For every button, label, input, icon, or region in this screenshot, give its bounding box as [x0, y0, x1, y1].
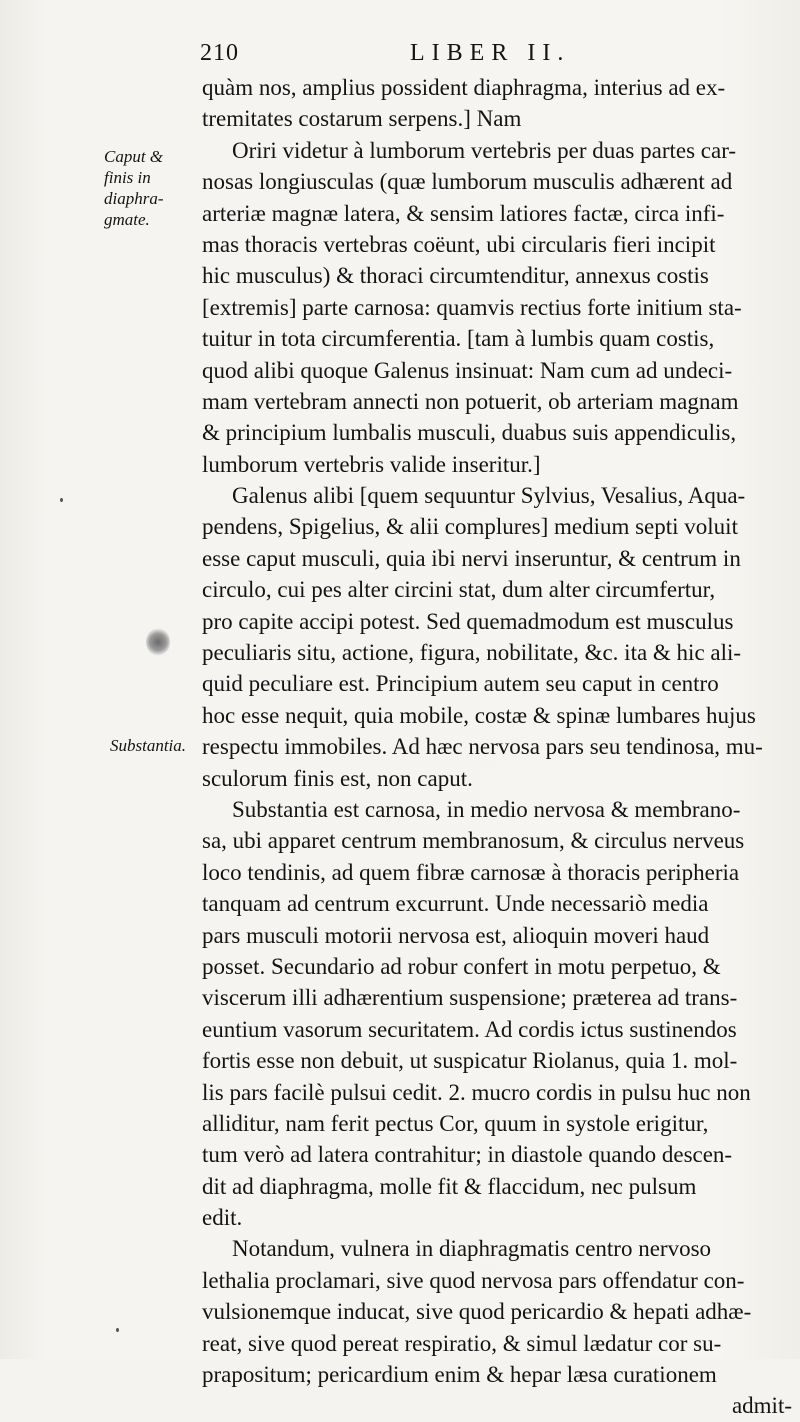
text-line: mam vertebram annecti non potuerit, ob arteriam magnam — [202, 388, 739, 414]
catchword: admit- — [731, 1393, 792, 1419]
text-line: tum verò ad latera contrahitur; in diastole quando descen- — [202, 1142, 733, 1168]
margin-note-line: gmate. — [104, 210, 150, 229]
text-line: tanquam ad centrum excurrunt. Unde necessariò media — [202, 891, 709, 917]
text-line: arteriæ magnæ latera, & sensim latiores factæ, circa infi- — [202, 200, 725, 226]
text-line: viscerum illi adhærentium suspensione; præterea ad trans- — [202, 985, 738, 1011]
page-number: 210 — [200, 40, 239, 66]
text-line: pars musculi motorii nervosa est, alioquin moveri haud — [202, 922, 710, 948]
text-line: quid peculiare est. Principium autem seu caput in centro — [202, 671, 719, 697]
text-line: peculiaris situ, actione, figura, nobilitate, &c. ita & hic ali- — [202, 640, 742, 666]
text-line: hoc esse nequit, quia mobile, costæ & spinæ lumbares hujus — [202, 702, 756, 728]
margin-note-line: diaphra- — [104, 189, 164, 208]
body-text — [202, 72, 792, 1422]
text-line: mas thoracis vertebras coëunt, ubi circularis fieri incipit — [202, 231, 716, 257]
margin-note-line: finis in — [104, 168, 151, 187]
text-line: Galenus alibi [quem sequuntur Sylvius, Vesalius, Aqua- — [232, 483, 746, 509]
running-title: LIBER II. — [410, 40, 571, 66]
margin-note-caput — [104, 146, 200, 230]
text-line: quod alibi quoque Galenus insinuat: Nam cum ad undeci- — [202, 357, 733, 383]
ink-blot — [146, 628, 170, 656]
text-line: alliditur, nam ferit pectus Cor, quum in systole erigitur, — [202, 1110, 709, 1136]
text-line: hic musculus) & thoraci circumtenditur, annexus costis — [202, 263, 709, 289]
text-line: loco tendinis, ad quem fibræ carnosæ à thoracis peripheria — [202, 859, 740, 885]
text-line: sculorum finis est, non caput. — [202, 765, 473, 791]
margin-note-line: Caput & — [104, 147, 164, 166]
text-line: fortis esse non debuit, ut suspicatur Riolanus, quia 1. mol- — [202, 1048, 738, 1074]
text-line: [extremis] parte carnosa: quamvis rectius forte initium sta- — [202, 294, 742, 320]
text-line: sa, ubi apparet centrum membranosum, & circulus nerveus — [202, 828, 745, 854]
text-line: quàm nos, amplius possident diaphragma, interius ad ex- — [202, 75, 726, 100]
text-line: tremitates costarum serpens.] Nam — [202, 106, 522, 132]
text-line: posset. Secundario ad robur confert in motu perpetuo, & — [202, 953, 721, 979]
paper-speck — [60, 498, 63, 502]
margin-note-line: Substantia. — [110, 736, 187, 755]
text-line: lis pars facilè pulsui cedit. 2. mucro cordis in pulsu huc non — [202, 1079, 751, 1105]
text-line: respectu immobiles. Ad hæc nervosa pars seu tendinosa, mu- — [202, 734, 763, 760]
text-line: Oriri videtur à lumborum vertebris per duas partes car- — [232, 137, 737, 163]
text-line: circulo, cui pes alter circini stat, dum alter circumfertur, — [202, 577, 716, 603]
text-line: lumborum vertebris valide inseritur.] — [202, 451, 541, 477]
text-line: nosas longiusculas (quæ lumborum musculis adhærent ad — [202, 169, 733, 195]
text-line: esse caput musculi, quia ibi nervi inseruntur, & centrum in — [202, 545, 741, 571]
text-line: tuitur in tota circumferentia. [tam à lumbis quam costis, — [202, 326, 715, 352]
text-line: euntium vasorum securitatem. Ad cordis ictus sustinendos — [202, 1016, 737, 1042]
text-line: Substantia est carnosa, in medio nervosa & membrano- — [232, 796, 741, 822]
margin-note-substantia — [110, 735, 206, 756]
text-line: dit ad diaphragma, molle fit & flaccidum, nec pulsum — [202, 1173, 697, 1199]
text-line: lethalia proclamari, sive quod nervosa pars offendatur con- — [202, 1267, 745, 1293]
text-line: Notandum, vulnera in diaphragmatis centro nervoso — [232, 1236, 712, 1262]
text-line: & principium lumbalis musculi, duabus suis appendiculis, — [202, 420, 737, 446]
paper-speck — [116, 1328, 119, 1332]
text-line: edit. — [202, 1205, 243, 1231]
text-line: vulsionemque inducat, sive quod pericardio & hepati adhæ- — [202, 1299, 752, 1325]
text-line: pro capite accipi potest. Sed quemadmodum est musculus — [202, 608, 734, 634]
text-line: pendens, Spigelius, & alii complures] medium septi voluit — [202, 514, 738, 540]
text-line: reat, sive quod pereat respiratio, & simul lædatur cor su- — [202, 1330, 722, 1356]
text-line: prapositum; pericardium enim & hepar læsa curationem — [202, 1362, 717, 1388]
page-header — [200, 40, 580, 70]
